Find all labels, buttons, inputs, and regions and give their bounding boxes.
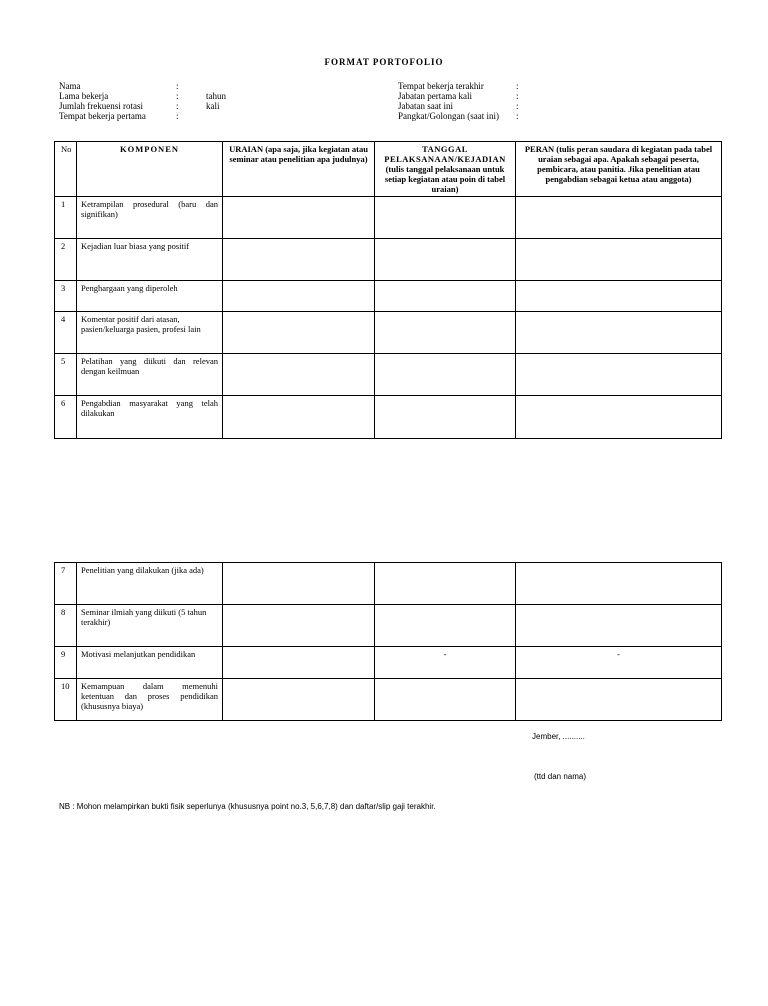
identity-label-lama-bekerja: Lama bekerja bbox=[59, 91, 109, 101]
row-tanggal-cell[interactable] bbox=[375, 605, 516, 647]
row-no: 9 bbox=[55, 647, 77, 679]
row-uraian-cell[interactable] bbox=[223, 396, 375, 439]
row-komponen: Ketrampilan prosedural (baru dan signifikan) bbox=[77, 197, 223, 239]
row-peran-cell[interactable] bbox=[516, 197, 722, 239]
row-no: 10 bbox=[55, 679, 77, 721]
row-komponen: Pelatihan yang diikuti dan relevan dengan keilmuan bbox=[77, 354, 223, 396]
row-tanggal-cell[interactable] bbox=[375, 312, 516, 354]
row-uraian-cell[interactable] bbox=[223, 239, 375, 281]
identity-colon: : bbox=[176, 81, 179, 91]
row-no: 3 bbox=[55, 281, 77, 312]
row-komponen: Penelitian yang dilakukan (jika ada) bbox=[77, 563, 223, 605]
header-no: No bbox=[55, 142, 77, 197]
footer-note: NB : Mohon melampirkan bukti fisik seperlunya (khususnya point no.3, 5,6,7,8) dan daftar/slip gaji terakhir. bbox=[59, 802, 436, 811]
signature-label: (ttd dan nama) bbox=[534, 772, 587, 781]
row-tanggal-cell[interactable] bbox=[375, 354, 516, 396]
row-komponen: Pengabdian masyarakat yang telah dilakukan bbox=[77, 396, 223, 439]
place-date: Jember, .......... bbox=[532, 732, 585, 741]
row-peran-cell[interactable]: - bbox=[516, 647, 722, 679]
table-row bbox=[55, 647, 722, 679]
row-uraian-cell[interactable] bbox=[223, 563, 375, 605]
identity-colon: : bbox=[516, 81, 519, 91]
row-peran-cell[interactable] bbox=[516, 563, 722, 605]
identity-colon: : bbox=[516, 111, 519, 121]
row-peran-cell[interactable] bbox=[516, 239, 722, 281]
identity-colon: : bbox=[516, 101, 519, 111]
header-uraian bbox=[223, 142, 375, 197]
identity-colon: : bbox=[176, 101, 179, 111]
identity-label-pangkat: Pangkat/Golongan (saat ini) bbox=[398, 111, 499, 121]
row-komponen: Komentar positif dari atasan, pasien/keluarga pasien, profesi lain bbox=[77, 312, 223, 354]
identity-label-nama: Nama bbox=[59, 81, 81, 91]
row-no: 8 bbox=[55, 605, 77, 647]
page-title: FORMAT PORTOFOLIO bbox=[324, 57, 444, 67]
row-uraian-cell[interactable] bbox=[223, 281, 375, 312]
row-peran-cell[interactable] bbox=[516, 354, 722, 396]
table-row bbox=[55, 563, 722, 605]
header-tanggal-title: TANGGAL PELAKSANAAN/KEJADIAN bbox=[384, 144, 506, 164]
row-peran-cell[interactable] bbox=[516, 396, 722, 439]
row-no: 5 bbox=[55, 354, 77, 396]
row-peran-cell[interactable] bbox=[516, 605, 722, 647]
row-komponen: Kejadian luar biasa yang positif bbox=[77, 239, 223, 281]
row-komponen: Penghargaan yang diperoleh bbox=[77, 281, 223, 312]
row-uraian-cell[interactable] bbox=[223, 647, 375, 679]
row-uraian-cell[interactable] bbox=[223, 312, 375, 354]
table-row bbox=[55, 605, 722, 647]
table-row bbox=[55, 679, 722, 721]
identity-label-tempat-terakhir: Tempat bekerja terakhir bbox=[398, 81, 484, 91]
row-komponen: Seminar ilmiah yang diikuti (5 tahun terakhir) bbox=[77, 605, 223, 647]
table-row bbox=[55, 281, 722, 312]
row-komponen: Kemampuan dalam memenuhi ketentuan dan proses pendidikan (khususnya biaya) bbox=[77, 679, 223, 721]
row-no: 1 bbox=[55, 197, 77, 239]
identity-label-frekuensi-rotasi: Jumlah frekuensi rotasi bbox=[59, 101, 143, 111]
row-no: 4 bbox=[55, 312, 77, 354]
row-tanggal-cell[interactable] bbox=[375, 239, 516, 281]
header-uraian-title: URAIAN bbox=[229, 144, 264, 154]
row-tanggal-cell[interactable] bbox=[375, 679, 516, 721]
identity-colon: : bbox=[176, 111, 179, 121]
header-peran-title: PERAN bbox=[524, 144, 555, 154]
row-uraian-cell[interactable] bbox=[223, 354, 375, 396]
row-tanggal-cell[interactable] bbox=[375, 396, 516, 439]
table-row bbox=[55, 239, 722, 281]
portfolio-table-part1 bbox=[54, 141, 722, 439]
header-komponen-label: KOMPONEN bbox=[120, 144, 179, 154]
header-uraian-note: (apa saja, jika kegiatan atau seminar atau penelitian apa judulnya) bbox=[229, 144, 368, 164]
header-komponen bbox=[77, 142, 223, 197]
identity-colon: : bbox=[516, 91, 519, 101]
row-uraian-cell[interactable] bbox=[223, 605, 375, 647]
identity-label-tempat-pertama: Tempat bekerja pertama bbox=[59, 111, 146, 121]
row-peran-cell[interactable] bbox=[516, 281, 722, 312]
row-tanggal-cell[interactable] bbox=[375, 197, 516, 239]
row-uraian-cell[interactable] bbox=[223, 197, 375, 239]
identity-label-jabatan-pertama: Jabatan pertama kali bbox=[398, 91, 472, 101]
row-no: 6 bbox=[55, 396, 77, 439]
identity-value-kali: kali bbox=[206, 101, 220, 111]
header-peran bbox=[516, 142, 722, 197]
row-tanggal-cell[interactable] bbox=[375, 281, 516, 312]
header-peran-note: (tulis peran saudara di kegiatan pada tabel uraian sebagai apa. Apakah sebagai peserta, pembicara, atau panitia. Jika penelitian atau pengabdian sebagai ketua atau anggota) bbox=[537, 144, 713, 184]
row-peran-cell[interactable] bbox=[516, 679, 722, 721]
header-tanggal-note: (tulis tanggal pelaksanaan untuk setiap kegiatan atau poin di tabel uraian) bbox=[384, 164, 506, 194]
table-row bbox=[55, 354, 722, 396]
identity-colon: : bbox=[176, 91, 179, 101]
header-tanggal bbox=[375, 142, 516, 197]
row-peran-cell[interactable] bbox=[516, 312, 722, 354]
identity-label-jabatan-saat-ini: Jabatan saat ini bbox=[398, 101, 453, 111]
row-komponen: Motivasi melanjutkan pendidikan bbox=[77, 647, 223, 679]
row-no: 7 bbox=[55, 563, 77, 605]
row-tanggal-cell[interactable]: - bbox=[375, 647, 516, 679]
row-tanggal-cell[interactable] bbox=[375, 563, 516, 605]
identity-value-tahun: tahun bbox=[206, 91, 226, 101]
table-row bbox=[55, 197, 722, 239]
row-uraian-cell[interactable] bbox=[223, 679, 375, 721]
row-no: 2 bbox=[55, 239, 77, 281]
portfolio-table-part2 bbox=[54, 562, 722, 721]
table-row bbox=[55, 396, 722, 439]
table-header-row bbox=[55, 142, 722, 197]
table-row bbox=[55, 312, 722, 354]
